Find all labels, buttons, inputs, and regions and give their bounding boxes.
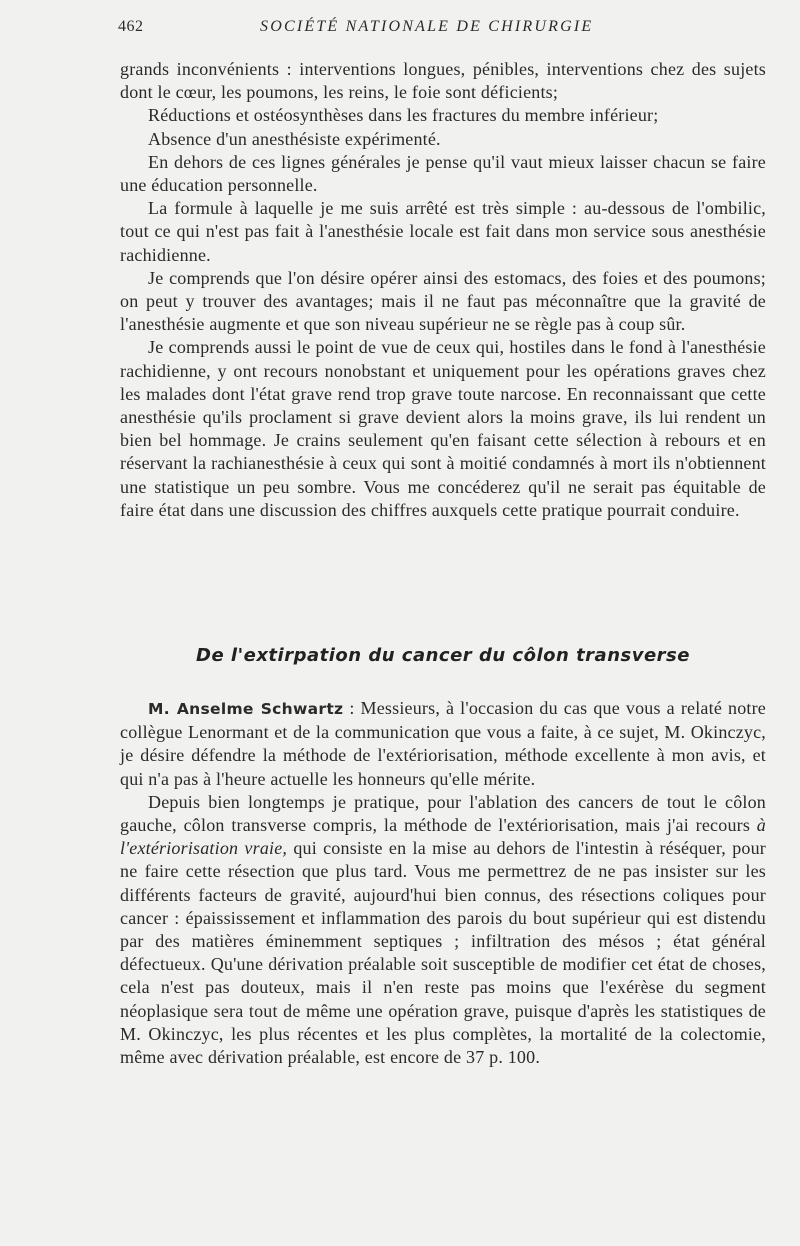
paragraph-text-start: Depuis bien longtemps je pratique, pour l'ablation des cancers de tout le côlon gauche, côlon transverse compris, la méthode de l'extériorisation, mais j'ai recours <box>120 791 766 836</box>
paragraph: La formule à laquelle je me suis arrêté est très simple : au-dessous de l'ombilic, tout ce qui n'est pas fait à l'anesthésie locale est fait dans mon service sous anesthésie rachidienne. <box>120 198 766 265</box>
paragraph: Réductions et ostéosynthèses dans les fractures du membre inférieur; <box>148 105 659 126</box>
paragraph: Absence d'un anesthésiste expérimenté. <box>148 128 441 149</box>
speaker-text: : Messieurs, à l'occasion du cas que vous a relaté notre collègue Lenormant et de la communication que vous a faite, à ce sujet, M. Okinczyc, je désire défendre la méthode de l'extériorisation, méthode excellente à mon avis, et qui n'a pas à l'heure actuelle les honneurs qu'elle mérite. <box>120 698 766 789</box>
running-head <box>118 18 766 40</box>
paragraph <box>120 791 766 1069</box>
body-text-part-2 <box>120 697 766 1069</box>
paragraph: Je comprends que l'on désire opérer ainsi des estomacs, des foies et des poumons; on peut y trouver des avantages; mais il ne faut pas méconnaître que la gravité de l'anesthésie augmente et que son niveau supérieur ne se règle pas à coup sûr. <box>120 267 766 335</box>
running-title: SOCIÉTÉ NATIONALE DE CHIRURGIE <box>260 18 594 35</box>
section-heading: De l'extirpation du cancer du côlon transverse <box>196 645 690 666</box>
paragraph: En dehors de ces lignes générales je pense qu'il vaut mieux laisser chacun se faire une éducation personnelle. <box>120 151 766 196</box>
paragraph: grands inconvénients : interventions longues, pénibles, interventions chez des sujets dont le cœur, les poumons, les reins, le foie sont déficients; <box>120 59 766 103</box>
paragraph-speaker <box>120 697 766 791</box>
page-number: 462 <box>118 18 144 35</box>
paragraph: Je comprends aussi le point de vue de ceux qui, hostiles dans le fond à l'anesthésie rachidienne, y ont recours nonobstant et uniquement pour les opérations graves chez les malades dont l'état grave rend trop grave toute narcose. En reconnaissant que cette anesthésie qu'ils proclament si grave devient alors la moins grave, ils lui rendent un bien bel hommage. Je crains seulement qu'en faisant cette sélection à rebours et en réservant la rachianesthésie à ceux qui sont à moitié condamnés à mort ils n'obtiennent une statistique un peu sombre. Vous me concéderez qu'il ne serait pas équitable de faire état dans une discussion des chiffres auxquels cette pratique pourrait conduire. <box>120 337 766 520</box>
body-text-part-1 <box>120 58 766 522</box>
paragraph-text-end: qui consiste en la mise au dehors de l'intestin à réséquer, pour ne faire cette résection que plus tard. Vous me permettrez de ne pas insister sur les différents facteurs de gravité, aujourd'hui bien connus, des résections coliques pour cancer : épaississement et inflammation des parois du bout supérieur qui est distendu par des matières éminemment septiques ; infiltration des mésos ; état général défectueux. Qu'une dérivation préalable soit susceptible de modifier cet état de choses, cela n'est pas douteux, mais il n'en reste pas moins que l'exérèse du segment néoplasique sera tout de même une opération grave, puisque d'après les statistiques de M. Okinczyc, les plus récentes et les plus complètes, la mortalité de la colectomie, même avec dérivation préalable, est encore de 37 p. 100. <box>120 838 766 1068</box>
speaker-name: M. Anselme Schwartz <box>148 700 344 718</box>
italic-phrase: à l'extériorisation vraie, <box>120 815 766 859</box>
